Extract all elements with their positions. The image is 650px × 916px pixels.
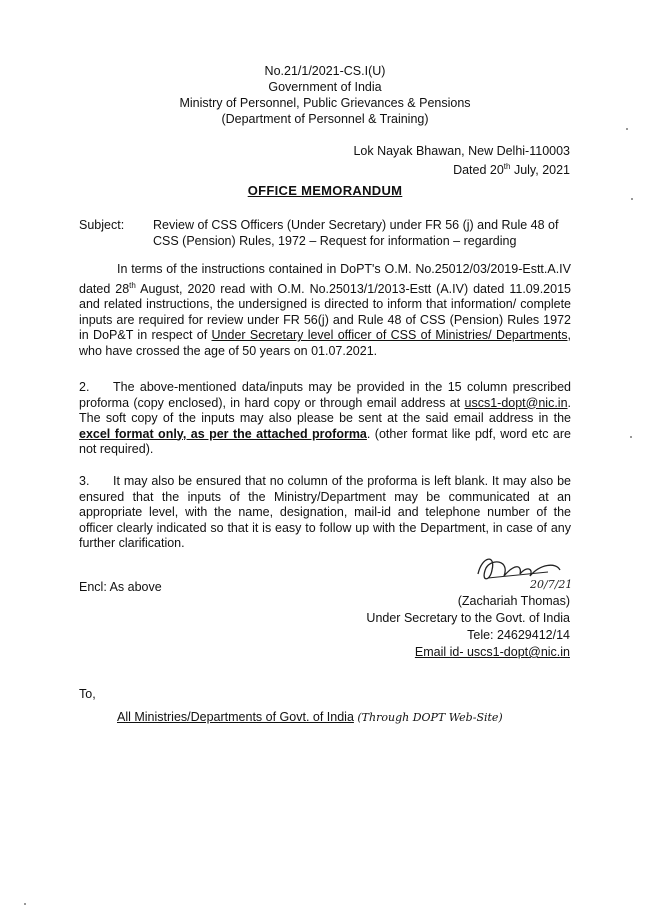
signatory-block: [366, 593, 570, 661]
enclosure-note: Encl: As above: [79, 580, 162, 594]
to-label: To,: [79, 687, 96, 701]
document-title: OFFICE MEMORANDUM: [247, 183, 403, 198]
ministry-line: Ministry of Personnel, Public Grievances & Pensions: [179, 96, 471, 110]
paragraph-1: In terms of the instructions contained in DoPT's O.M. No.25012/03/2019-Estt.A.IV dated 28th August, 2020 read with O.M. No.25013/1/2013-Estt (A.IV) dated 11.09.2015 and related instructions, the undersigned is directed to inform that information/ complete inputs are required for review under FR 56(j) and Rule 48 of CSS (Pension) Rules 1972 in DoP&T in respect of Under Secretary level officer of CSS of Ministries/ Departments, who have crossed the age of 50 years on 01.07.2021.: [79, 262, 571, 358]
department-line: (Department of Personnel & Training): [221, 112, 429, 126]
place: Lok Nayak Bhawan, New Delhi-110003: [353, 144, 570, 158]
scan-speck: [24, 903, 26, 905]
scan-speck: [626, 128, 628, 130]
signature-date: 20/7/21: [530, 578, 573, 591]
paragraph-3: 3. It may also be ensured that no column of the proforma is left blank. It may also be ensured that the inputs of the Ministry/Department may be communicated at an appropriate level, with the name, designation, mail-id and telephone number of the officer clearly indicated so that it is easy to follow up with the Department, in case of any further clarification.: [79, 474, 571, 550]
handwritten-note: (Through DOPT Web-Site): [357, 711, 503, 724]
recipient-text: All Ministries/Departments of Govt. of India: [117, 710, 354, 724]
govt-line: Government of India: [268, 80, 382, 94]
scan-speck: [631, 198, 633, 200]
scan-speck: [630, 436, 632, 438]
signatory-email[interactable]: Email id- uscs1-dopt@nic.in: [414, 645, 570, 659]
date: Dated 20th July, 2021: [453, 162, 570, 178]
format-requirement: excel format only, as per the attached proforma: [79, 426, 367, 441]
signatory-name: (Zachariah Thomas): [457, 594, 570, 608]
paragraph-2: 2. The above-mentioned data/inputs may be provided in the 15 column prescribed proforma (copy enclosed), in hard copy or through email address at uscs1-dopt@nic.in. The soft copy of the inputs may also please be sent at the said email address in the excel format only, as per the attached proforma. (other format like pdf, word etc are not required).: [79, 380, 571, 456]
handwritten-signature: [470, 548, 580, 592]
file-number: No.21/1/2021-CS.I(U): [264, 64, 386, 78]
officer-level-reference: Under Secretary level officer of CSS of Ministries/ Departments: [211, 328, 568, 343]
signatory-designation: Under Secretary to the Govt. of India: [366, 611, 570, 625]
signatory-telephone: Tele: 24629412/14: [467, 628, 570, 642]
subject-label: Subject:: [79, 218, 125, 232]
subject-text: Review of CSS Officers (Under Secretary) under FR 56 (j) and Rule 48 of CSS (Pension) Rules, 1972 – Request for information – regarding: [153, 218, 559, 248]
recipient: [117, 710, 503, 724]
email-link[interactable]: uscs1-dopt@nic.in: [464, 395, 568, 410]
